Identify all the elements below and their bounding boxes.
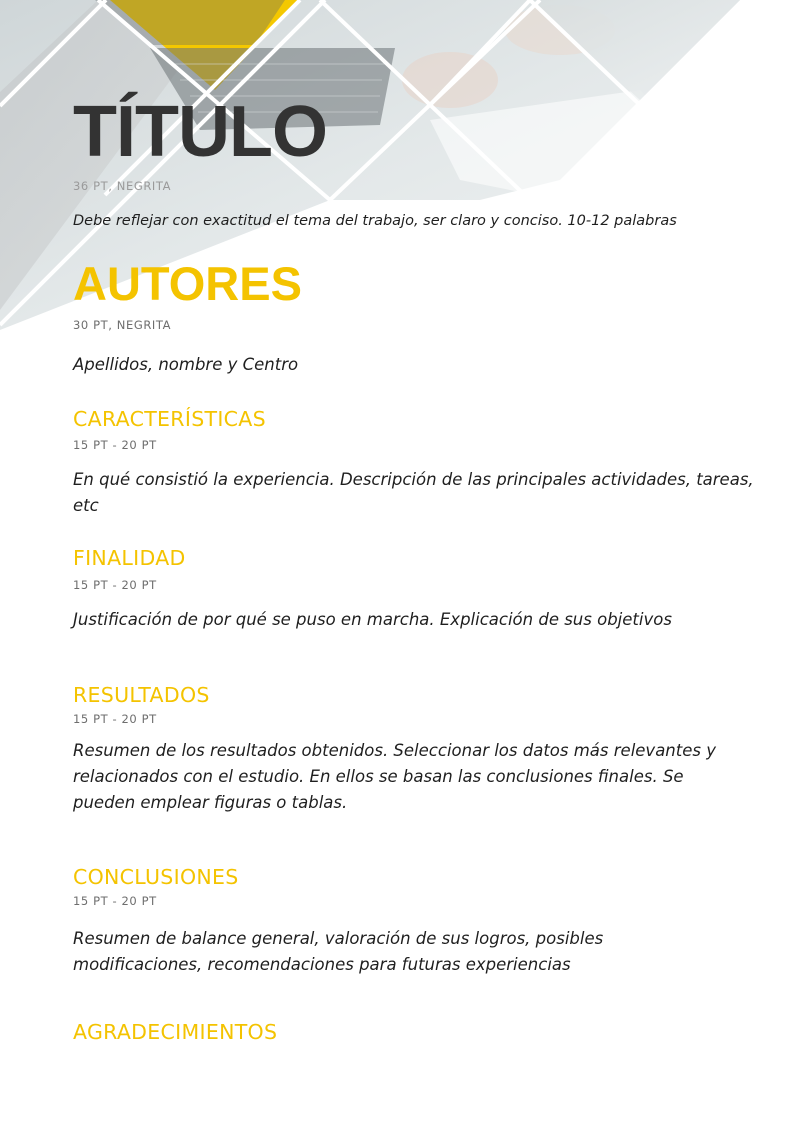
- section-body-resultados: Resumen de los resultados obtenidos. Seleccionar los datos más relevantes y relacionados con el estudio. En ellos se basan las conclusiones finales. Se pueden emplear figuras o tablas.: [73, 741, 716, 812]
- title-description: Debe reflejar con exactitud el tema del trabajo, ser claro y conciso. 10-12 palabras: [73, 213, 677, 229]
- section-body-conclusiones: Resumen de balance general, valoración de sus logros, posibles modificaciones, recomendaciones para futuras experiencias: [73, 929, 604, 974]
- authors-title: AUTORES: [73, 257, 302, 310]
- section-title-agradecimientos: AGRADECIMIENTOS: [73, 1020, 278, 1044]
- section-title-conclusiones: CONCLUSIONES: [73, 865, 239, 889]
- authors-spec: 30 PT, NEGRITA: [73, 318, 172, 332]
- authors-description: Apellidos, nombre y Centro: [73, 355, 299, 374]
- section-spec-finalidad: 15 PT - 20 PT: [73, 578, 157, 592]
- section-title-caracteristicas: CARACTERÍSTICAS: [73, 407, 266, 431]
- section-spec-conclusiones: 15 PT - 20 PT: [73, 894, 157, 908]
- section-body-finalidad: Justificación de por qué se puso en marcha. Explicación de sus objetivos: [73, 610, 672, 629]
- section-body-caracteristicas: En qué consistió la experiencia. Descripción de las principales actividades, tareas, etc: [73, 470, 754, 515]
- section-spec-resultados: 15 PT - 20 PT: [73, 712, 157, 726]
- section-title-finalidad: FINALIDAD: [73, 546, 186, 570]
- main-title: TÍTULO: [73, 92, 327, 172]
- section-title-resultados: RESULTADOS: [73, 683, 210, 707]
- section-spec-caracteristicas: 15 PT - 20 PT: [73, 438, 157, 452]
- title-spec: 36 PT, NEGRITA: [73, 179, 172, 193]
